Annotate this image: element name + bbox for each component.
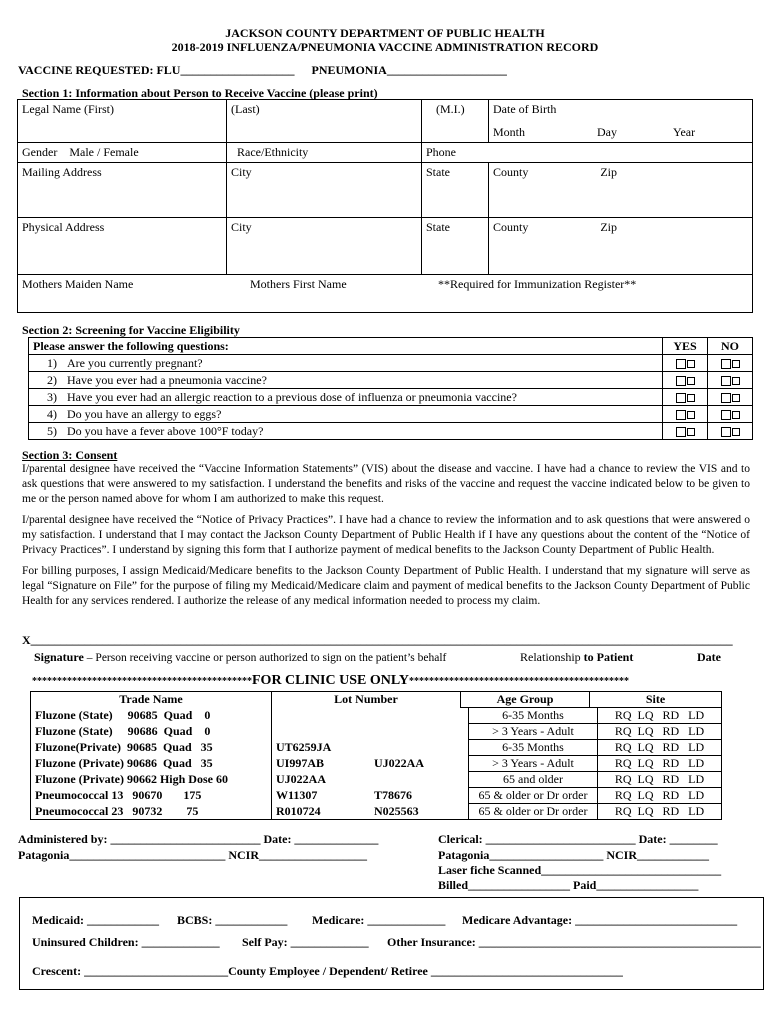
clinic-rows-table <box>30 707 722 820</box>
payment-box <box>19 897 764 990</box>
trade-name-cell: Fluzone (State) 90686 Quad 0 <box>31 724 272 740</box>
medicare-advantage-field[interactable]: Medicare Advantage: ___________________________ <box>462 913 738 927</box>
age-group-cell: 6-35 Months <box>469 740 598 756</box>
clinic-row <box>31 788 722 804</box>
pneumonia-label: PNEUMONIA <box>311 63 387 77</box>
physical-address-cell[interactable]: Physical Address <box>18 218 227 275</box>
yes-header: YES <box>663 338 708 355</box>
pneumonia-field[interactable]: ____________________ <box>386 63 507 77</box>
screening-table <box>28 337 753 440</box>
lot-number-cell-2[interactable] <box>370 708 469 724</box>
flu-field[interactable]: ___________________ <box>180 63 295 77</box>
vaccine-requested-row <box>18 63 507 78</box>
form-title-line1: JACKSON COUNTY DEPARTMENT OF PUBLIC HEALTH <box>225 26 545 40</box>
consent-paragraph-privacy: I/parental designee have received the “Notice of Privacy Practices”. I have had a chance to review the information and to ask questions that were answered o my satisfaction. I understand that I may contact the Jackson County Department of Public Health if I have any questions about the content of the “Notice of Privacy Practices”. I understand by signing this form that I authorize payment of medical benefits to the Jackson County Department of Public Health. <box>22 514 750 556</box>
age-group-cell: 6-35 Months <box>469 708 598 724</box>
yes-checkbox[interactable] <box>676 410 686 420</box>
lot-number-cell-2[interactable]: UJ022AA <box>370 756 469 772</box>
bcbs-field[interactable]: BCBS: ____________ <box>177 913 288 927</box>
mailing-county-zip-cell[interactable]: County Zip <box>489 163 753 218</box>
no-checkbox[interactable] <box>721 359 731 369</box>
question-row: 5) Do you have a fever above 100°F today? <box>29 423 753 440</box>
lot-number-cell[interactable]: UI997AB <box>272 756 371 772</box>
clinic-row <box>31 708 722 724</box>
consent-paragraph-vis: I/parental designee have received the “Vaccine Information Statements” (VIS) about the disease and vaccine. I have had a chance to review the VIS and to ask questions that were answered to my satisfaction. I understand the benefits and risks of the vaccine and request the vaccine indicated below to be given to me or the person named above for whom I am authorized to make this request. <box>22 463 750 505</box>
last-name-cell[interactable]: (Last) <box>227 100 422 143</box>
administered-by-field[interactable]: Administered by: _________________________ Date: ______________ <box>18 832 379 846</box>
form-title-line2: 2018-2019 INFLUENZA/PNEUMONIA VACCINE ADMINISTRATION RECORD <box>171 40 599 54</box>
vaccine-requested-label: VACCINE REQUESTED: FLU <box>18 63 181 77</box>
site-cell[interactable]: RQ LQ RD LD <box>598 740 722 756</box>
no-checkbox[interactable] <box>721 410 731 420</box>
site-cell[interactable]: RQ LQ RD LD <box>598 756 722 772</box>
other-insurance-field[interactable]: Other Insurance: _______________________________________________ <box>387 935 761 949</box>
lot-number-cell[interactable]: R010724 <box>272 804 371 820</box>
clerical-field[interactable]: Clerical: _________________________ Date: ________ <box>438 832 718 846</box>
mailing-city-cell[interactable]: City <box>227 163 422 218</box>
question-row: 2) Have you ever had a pneumonia vaccine? <box>29 372 753 389</box>
no-checkbox[interactable] <box>721 393 731 403</box>
trade-name-cell: Fluzone (Private) 90686 Quad 35 <box>31 756 272 772</box>
laser-fiche-field[interactable]: Laser fiche Scanned______________________________ <box>438 863 722 877</box>
lot-number-cell-2[interactable] <box>370 740 469 756</box>
site-cell[interactable]: RQ LQ RD LD <box>598 724 722 740</box>
mothers-first-label: Mothers First Name <box>250 277 347 291</box>
trade-name-cell: Fluzone (State) 90685 Quad 0 <box>31 708 272 724</box>
no-checkbox[interactable] <box>721 427 731 437</box>
site-cell[interactable]: RQ LQ RD LD <box>598 708 722 724</box>
mothers-maiden-label: Mothers Maiden Name <box>22 277 134 291</box>
gender-cell[interactable]: Gender Male / Female <box>18 143 227 163</box>
question-row: 4) Do you have an allergy to eggs? <box>29 406 753 423</box>
lot-number-cell[interactable]: W11307 <box>272 788 371 804</box>
race-cell[interactable]: Race/Ethnicity <box>227 143 422 163</box>
site-cell[interactable]: RQ LQ RD LD <box>598 788 722 804</box>
physical-state-cell[interactable]: State <box>422 218 489 275</box>
screening-instruction: Please answer the following questions: <box>29 338 663 355</box>
clinic-use-banner: ********************************************FOR CLINIC USE ONLY******************************************** <box>32 673 630 688</box>
mailing-state-cell[interactable]: State <box>422 163 489 218</box>
crescent-field[interactable]: Crescent: ________________________County Employee / Dependent/ Retiree ________________________________ <box>32 964 623 978</box>
trade-name-cell: Fluzone(Private) 90685 Quad 35 <box>31 740 272 756</box>
clinic-row <box>31 756 722 772</box>
lot-number-cell[interactable]: UT6259JA <box>272 740 371 756</box>
date-caption: Date <box>697 650 721 664</box>
age-group-cell: 65 & older or Dr order <box>469 788 598 804</box>
person-info-table <box>17 99 753 313</box>
mailing-address-cell[interactable]: Mailing Address <box>18 163 227 218</box>
trade-name-cell: Pneumococcal 13 90670 175 <box>31 788 272 804</box>
clinic-row <box>31 804 722 820</box>
uninsured-children-field[interactable]: Uninsured Children: _____________ <box>32 935 220 949</box>
clinic-table <box>30 691 722 708</box>
consent-paragraph-billing: For billing purposes, I assign Medicaid/Medicare benefits to the Jackson County Department of Public Health. I understand that my signature will serve as legal “Signature on File” for the purpose of filing my Medicaid/Medicare claim and payment of medical benefits to the Jackson County Department of Public Health for any services rendered. I authorize the release of any medical information needed to process my claim. <box>22 565 750 607</box>
lot-number-cell-2[interactable]: N025563 <box>370 804 469 820</box>
medicaid-field[interactable]: Medicaid: ____________ <box>32 913 159 927</box>
yes-checkbox[interactable] <box>676 359 686 369</box>
clinic-row <box>31 772 722 788</box>
no-header: NO <box>708 338 753 355</box>
yes-checkbox[interactable] <box>676 376 686 386</box>
site-cell[interactable]: RQ LQ RD LD <box>598 804 722 820</box>
lot-number-cell-2[interactable]: T78676 <box>370 788 469 804</box>
age-group-cell: 65 and older <box>469 772 598 788</box>
signature-caption: Signature – Person receiving vaccine or person authorized to sign on the patient’s behalf <box>34 650 447 664</box>
section2-title: Section 2: Screening for Vaccine Eligibility <box>22 323 240 337</box>
no-checkbox[interactable] <box>721 376 731 386</box>
dob-cell[interactable]: Date of Birth Month Day Year <box>489 100 753 143</box>
yes-checkbox[interactable] <box>676 427 686 437</box>
lot-number-header: Lot Number <box>272 692 461 708</box>
question-row: 1) Are you currently pregnant? <box>29 355 753 372</box>
question-row: 3) Have you ever had an allergic reaction to a previous dose of influenza or pneumonia vaccine? <box>29 389 753 406</box>
phone-cell[interactable]: Phone <box>422 143 753 163</box>
clinic-row <box>31 740 722 756</box>
signature-line[interactable]: X_____________________________________________________________________________________________________________________ <box>22 633 733 647</box>
yes-checkbox[interactable] <box>676 393 686 403</box>
section3-title: Section 3: Consent <box>22 448 118 462</box>
mothers-name-cell[interactable] <box>18 275 753 313</box>
self-pay-field[interactable]: Self Pay: _____________ <box>242 935 369 949</box>
physical-city-cell[interactable]: City <box>227 218 422 275</box>
site-cell[interactable]: RQ LQ RD LD <box>598 772 722 788</box>
lot-number-cell[interactable] <box>272 724 371 740</box>
required-note: **Required for Immunization Register** <box>438 277 637 291</box>
trade-name-header: Trade Name <box>31 692 272 708</box>
trade-name-cell: Pneumococcal 23 90732 75 <box>31 804 272 820</box>
age-group-cell: > 3 Years - Adult <box>469 724 598 740</box>
relationship-caption: Relationship to Patient <box>520 650 634 664</box>
lot-number-cell-2[interactable] <box>370 772 469 788</box>
trade-name-cell: Fluzone (Private) 90662 High Dose 60 <box>31 772 272 788</box>
lot-number-cell-2[interactable] <box>370 724 469 740</box>
consent-text <box>22 462 750 609</box>
medicare-field[interactable]: Medicare: _____________ <box>312 913 446 927</box>
age-group-cell: 65 & older or Dr order <box>469 804 598 820</box>
clinic-row <box>31 724 722 740</box>
legal-first-name-cell[interactable]: Legal Name (First) <box>18 100 227 143</box>
age-group-header: Age Group <box>461 692 590 708</box>
section1-title: Section 1: Information about Person to Receive Vaccine (please print) <box>22 86 378 100</box>
site-header: Site <box>590 692 722 708</box>
lot-number-cell[interactable]: UJ022AA <box>272 772 371 788</box>
age-group-cell: > 3 Years - Adult <box>469 756 598 772</box>
physical-county-zip-cell[interactable]: County Zip <box>489 218 753 275</box>
lot-number-cell[interactable] <box>272 708 371 724</box>
patagonia-ncir-field-2[interactable]: Patagonia___________________ NCIR____________ <box>438 848 710 862</box>
billed-paid-field[interactable]: Billed_________________ Paid_________________ <box>438 878 699 892</box>
patagonia-ncir-field[interactable]: Patagonia__________________________ NCIR__________________ <box>18 848 368 862</box>
mi-cell[interactable]: (M.I.) <box>422 100 489 143</box>
